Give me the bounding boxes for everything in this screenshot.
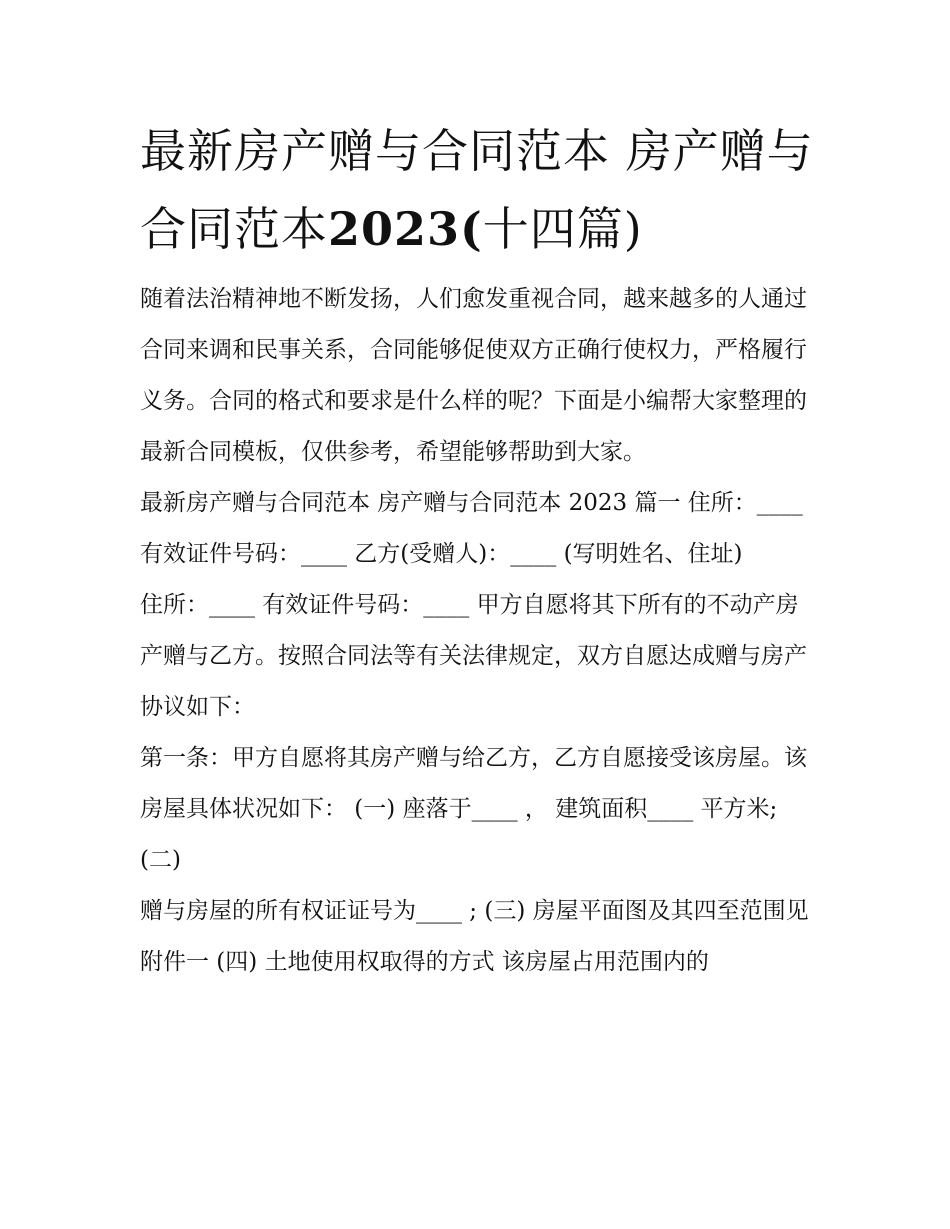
article-one-paragraph: 第一条：甲方自愿将其房产赠与给乙方，乙方自愿接受该房屋。该房屋具体状况如下： (一) 座落于____ ， 建筑面积____ 平方米; (二) [140, 745, 807, 873]
party-a-paragraph: 住所：____ 有效证件号码：____ 甲方自愿将其下所有的不动产房产赠与乙方。按照合同法等有关法律规定，双方自愿达成赠与房产协议如下： [140, 592, 807, 720]
title-part-2: 十四篇) [482, 202, 643, 256]
party-b-paragraph: 最新房产赠与合同范本 房产赠与合同范本 2023 篇一 住所：____ 有效证件号码：____ 乙方(受赠人)：____ (写明姓名、住址) [140, 490, 803, 567]
title-year: 2023( [328, 202, 483, 256]
document-title [140, 112, 820, 268]
intro-paragraph: 随着法治精神地不断发扬，人们愈发重视合同，越来越多的人通过合同来调和民事关系，合同能够促使双方正确行使权力，严格履行义务。合同的格式和要求是什么样的呢？下面是小编帮大家整理的最新合同模板，仅供参考，希望能够帮助到大家。 [140, 286, 807, 465]
document-page [140, 112, 820, 988]
property-details-paragraph: 赠与房屋的所有权证证号为____ ; (三) 房屋平面图及其四至范围见附件一 (四) 土地使用权取得的方式 该房屋占用范围内的 [140, 898, 809, 975]
title-part-1: 最新房产赠与合同范本 房产赠与合同范本 [140, 124, 814, 256]
